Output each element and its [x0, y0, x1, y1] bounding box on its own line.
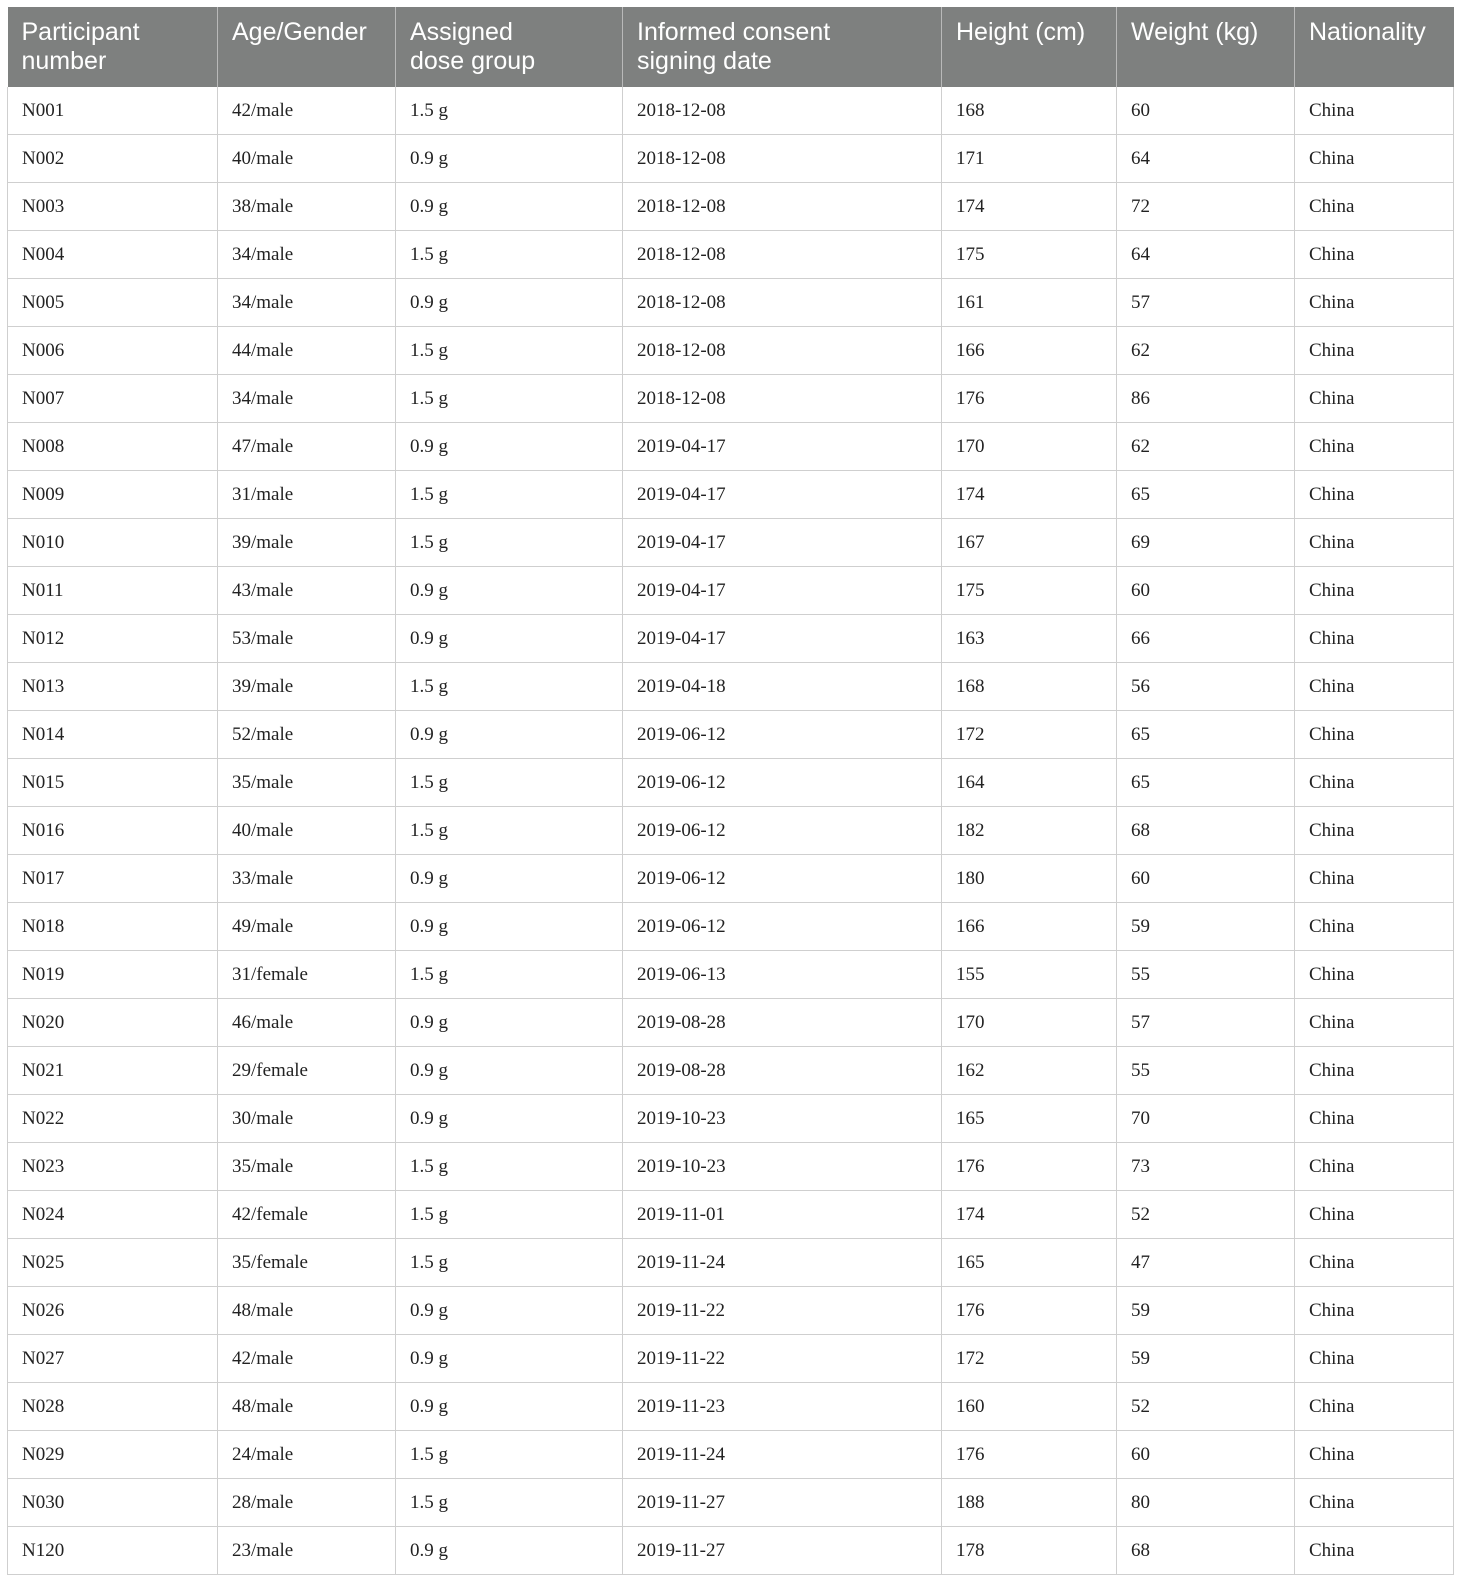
cell-nationality: China: [1295, 1335, 1454, 1383]
cell-age-gender: 34/male: [218, 375, 396, 423]
table-row: [8, 1335, 1454, 1383]
participant-table-container: [7, 7, 1453, 1575]
cell-dose-group: 1.5 g: [396, 759, 623, 807]
cell-dose-group: 0.9 g: [396, 711, 623, 759]
cell-nationality: China: [1295, 1095, 1454, 1143]
cell-consent-date: 2019-04-17: [623, 615, 942, 663]
table-row: [8, 807, 1454, 855]
cell-dose-group: 0.9 g: [396, 135, 623, 183]
cell-dose-group: 1.5 g: [396, 327, 623, 375]
cell-weight: 59: [1117, 1287, 1295, 1335]
cell-dose-group: 1.5 g: [396, 951, 623, 999]
cell-consent-date: 2018-12-08: [623, 231, 942, 279]
cell-age-gender: 24/male: [218, 1431, 396, 1479]
table-row: [8, 1287, 1454, 1335]
cell-consent-date: 2019-10-23: [623, 1143, 942, 1191]
cell-consent-date: 2019-04-17: [623, 519, 942, 567]
header-participant-number: Participant number: [8, 7, 218, 87]
cell-participant-number: N010: [8, 519, 218, 567]
cell-nationality: China: [1295, 183, 1454, 231]
cell-height: 160: [942, 1383, 1117, 1431]
cell-weight: 52: [1117, 1383, 1295, 1431]
table-row: [8, 1143, 1454, 1191]
cell-age-gender: 40/male: [218, 135, 396, 183]
cell-age-gender: 35/female: [218, 1239, 396, 1287]
cell-age-gender: 33/male: [218, 855, 396, 903]
cell-consent-date: 2019-11-23: [623, 1383, 942, 1431]
cell-weight: 60: [1117, 1431, 1295, 1479]
cell-participant-number: N002: [8, 135, 218, 183]
cell-consent-date: 2019-11-27: [623, 1527, 942, 1575]
cell-age-gender: 35/male: [218, 759, 396, 807]
cell-weight: 66: [1117, 615, 1295, 663]
cell-height: 180: [942, 855, 1117, 903]
cell-nationality: China: [1295, 951, 1454, 999]
cell-height: 174: [942, 1191, 1117, 1239]
cell-dose-group: 1.5 g: [396, 231, 623, 279]
cell-dose-group: 0.9 g: [396, 183, 623, 231]
cell-participant-number: N028: [8, 1383, 218, 1431]
cell-age-gender: 42/male: [218, 1335, 396, 1383]
cell-weight: 62: [1117, 423, 1295, 471]
cell-consent-date: 2019-11-22: [623, 1287, 942, 1335]
cell-height: 182: [942, 807, 1117, 855]
table-row: [8, 951, 1454, 999]
cell-participant-number: N004: [8, 231, 218, 279]
cell-height: 178: [942, 1527, 1117, 1575]
cell-dose-group: 0.9 g: [396, 903, 623, 951]
cell-consent-date: 2019-08-28: [623, 1047, 942, 1095]
cell-weight: 64: [1117, 135, 1295, 183]
cell-age-gender: 46/male: [218, 999, 396, 1047]
cell-nationality: China: [1295, 327, 1454, 375]
cell-participant-number: N120: [8, 1527, 218, 1575]
cell-weight: 62: [1117, 327, 1295, 375]
cell-height: 167: [942, 519, 1117, 567]
cell-participant-number: N023: [8, 1143, 218, 1191]
cell-weight: 55: [1117, 951, 1295, 999]
table-row: [8, 279, 1454, 327]
cell-consent-date: 2018-12-08: [623, 183, 942, 231]
cell-participant-number: N025: [8, 1239, 218, 1287]
cell-weight: 52: [1117, 1191, 1295, 1239]
table-row: [8, 567, 1454, 615]
header-assigned-dose-group: Assigned dose group: [396, 7, 623, 87]
cell-height: 176: [942, 1143, 1117, 1191]
cell-dose-group: 1.5 g: [396, 375, 623, 423]
cell-nationality: China: [1295, 1143, 1454, 1191]
cell-consent-date: 2019-06-12: [623, 903, 942, 951]
cell-nationality: China: [1295, 1431, 1454, 1479]
cell-participant-number: N030: [8, 1479, 218, 1527]
cell-weight: 55: [1117, 1047, 1295, 1095]
cell-nationality: China: [1295, 663, 1454, 711]
cell-dose-group: 1.5 g: [396, 663, 623, 711]
table-row: [8, 1479, 1454, 1527]
cell-weight: 60: [1117, 87, 1295, 135]
cell-dose-group: 0.9 g: [396, 1047, 623, 1095]
cell-participant-number: N015: [8, 759, 218, 807]
cell-height: 168: [942, 663, 1117, 711]
cell-participant-number: N029: [8, 1431, 218, 1479]
cell-weight: 47: [1117, 1239, 1295, 1287]
cell-participant-number: N013: [8, 663, 218, 711]
cell-age-gender: 31/male: [218, 471, 396, 519]
table-row: [8, 903, 1454, 951]
cell-nationality: China: [1295, 1047, 1454, 1095]
cell-height: 171: [942, 135, 1117, 183]
cell-participant-number: N011: [8, 567, 218, 615]
cell-weight: 57: [1117, 999, 1295, 1047]
cell-weight: 73: [1117, 1143, 1295, 1191]
cell-age-gender: 30/male: [218, 1095, 396, 1143]
cell-height: 174: [942, 183, 1117, 231]
cell-height: 162: [942, 1047, 1117, 1095]
cell-age-gender: 34/male: [218, 279, 396, 327]
cell-height: 170: [942, 423, 1117, 471]
cell-age-gender: 49/male: [218, 903, 396, 951]
cell-weight: 57: [1117, 279, 1295, 327]
cell-participant-number: N020: [8, 999, 218, 1047]
cell-height: 166: [942, 327, 1117, 375]
cell-height: 176: [942, 1287, 1117, 1335]
table-row: [8, 711, 1454, 759]
cell-consent-date: 2019-04-18: [623, 663, 942, 711]
cell-age-gender: 44/male: [218, 327, 396, 375]
cell-consent-date: 2019-06-12: [623, 807, 942, 855]
cell-dose-group: 1.5 g: [396, 1143, 623, 1191]
cell-weight: 86: [1117, 375, 1295, 423]
cell-weight: 59: [1117, 903, 1295, 951]
cell-consent-date: 2019-08-28: [623, 999, 942, 1047]
cell-dose-group: 1.5 g: [396, 1431, 623, 1479]
cell-dose-group: 0.9 g: [396, 615, 623, 663]
cell-weight: 60: [1117, 567, 1295, 615]
cell-height: 163: [942, 615, 1117, 663]
participant-table: [7, 7, 1454, 1575]
cell-participant-number: N021: [8, 1047, 218, 1095]
cell-age-gender: 23/male: [218, 1527, 396, 1575]
table-row: [8, 183, 1454, 231]
cell-age-gender: 34/male: [218, 231, 396, 279]
cell-nationality: China: [1295, 423, 1454, 471]
cell-consent-date: 2019-04-17: [623, 423, 942, 471]
cell-nationality: China: [1295, 999, 1454, 1047]
cell-age-gender: 52/male: [218, 711, 396, 759]
cell-participant-number: N017: [8, 855, 218, 903]
table-row: [8, 1383, 1454, 1431]
cell-weight: 64: [1117, 231, 1295, 279]
cell-dose-group: 0.9 g: [396, 423, 623, 471]
cell-height: 175: [942, 567, 1117, 615]
table-row: [8, 519, 1454, 567]
table-header: [8, 7, 1454, 87]
cell-consent-date: 2019-06-13: [623, 951, 942, 999]
cell-height: 188: [942, 1479, 1117, 1527]
cell-weight: 65: [1117, 711, 1295, 759]
cell-nationality: China: [1295, 471, 1454, 519]
cell-weight: 56: [1117, 663, 1295, 711]
cell-weight: 65: [1117, 759, 1295, 807]
table-row: [8, 1239, 1454, 1287]
cell-consent-date: 2018-12-08: [623, 375, 942, 423]
cell-consent-date: 2019-10-23: [623, 1095, 942, 1143]
cell-participant-number: N012: [8, 615, 218, 663]
cell-participant-number: N001: [8, 87, 218, 135]
cell-consent-date: 2018-12-08: [623, 279, 942, 327]
cell-weight: 80: [1117, 1479, 1295, 1527]
cell-participant-number: N019: [8, 951, 218, 999]
table-row: [8, 855, 1454, 903]
header-weight: Weight (kg): [1117, 7, 1295, 87]
cell-height: 175: [942, 231, 1117, 279]
cell-dose-group: 0.9 g: [396, 567, 623, 615]
cell-age-gender: 42/male: [218, 87, 396, 135]
cell-consent-date: 2019-11-24: [623, 1239, 942, 1287]
cell-nationality: China: [1295, 519, 1454, 567]
cell-nationality: China: [1295, 759, 1454, 807]
cell-dose-group: 0.9 g: [396, 1527, 623, 1575]
cell-dose-group: 0.9 g: [396, 855, 623, 903]
cell-participant-number: N018: [8, 903, 218, 951]
cell-dose-group: 0.9 g: [396, 279, 623, 327]
cell-age-gender: 40/male: [218, 807, 396, 855]
table-row: [8, 1527, 1454, 1575]
cell-age-gender: 47/male: [218, 423, 396, 471]
cell-age-gender: 35/male: [218, 1143, 396, 1191]
cell-participant-number: N009: [8, 471, 218, 519]
table-row: [8, 231, 1454, 279]
cell-nationality: China: [1295, 375, 1454, 423]
cell-dose-group: 1.5 g: [396, 1479, 623, 1527]
cell-height: 166: [942, 903, 1117, 951]
cell-dose-group: 1.5 g: [396, 807, 623, 855]
cell-height: 155: [942, 951, 1117, 999]
header-informed-consent-date: Informed consent signing date: [623, 7, 942, 87]
cell-participant-number: N008: [8, 423, 218, 471]
cell-nationality: China: [1295, 1527, 1454, 1575]
cell-nationality: China: [1295, 279, 1454, 327]
cell-nationality: China: [1295, 855, 1454, 903]
table-row: [8, 327, 1454, 375]
cell-participant-number: N003: [8, 183, 218, 231]
cell-consent-date: 2019-04-17: [623, 567, 942, 615]
cell-nationality: China: [1295, 135, 1454, 183]
table-row: [8, 1431, 1454, 1479]
cell-dose-group: 0.9 g: [396, 1383, 623, 1431]
cell-participant-number: N005: [8, 279, 218, 327]
cell-age-gender: 43/male: [218, 567, 396, 615]
table-row: [8, 375, 1454, 423]
table-body: [8, 87, 1454, 1575]
cell-consent-date: 2018-12-08: [623, 327, 942, 375]
cell-participant-number: N016: [8, 807, 218, 855]
cell-height: 176: [942, 1431, 1117, 1479]
cell-age-gender: 39/male: [218, 663, 396, 711]
cell-dose-group: 1.5 g: [396, 1239, 623, 1287]
cell-participant-number: N006: [8, 327, 218, 375]
cell-height: 164: [942, 759, 1117, 807]
cell-dose-group: 0.9 g: [396, 1335, 623, 1383]
cell-nationality: China: [1295, 1239, 1454, 1287]
cell-dose-group: 1.5 g: [396, 1191, 623, 1239]
cell-dose-group: 0.9 g: [396, 1287, 623, 1335]
cell-participant-number: N024: [8, 1191, 218, 1239]
cell-weight: 60: [1117, 855, 1295, 903]
cell-weight: 68: [1117, 1527, 1295, 1575]
cell-age-gender: 29/female: [218, 1047, 396, 1095]
cell-weight: 59: [1117, 1335, 1295, 1383]
header-age-gender: Age/Gender: [218, 7, 396, 87]
header-nationality: Nationality: [1295, 7, 1454, 87]
cell-age-gender: 53/male: [218, 615, 396, 663]
cell-age-gender: 28/male: [218, 1479, 396, 1527]
cell-age-gender: 42/female: [218, 1191, 396, 1239]
cell-dose-group: 1.5 g: [396, 471, 623, 519]
header-row: [8, 7, 1454, 87]
cell-dose-group: 1.5 g: [396, 87, 623, 135]
table-row: [8, 1191, 1454, 1239]
cell-consent-date: 2018-12-08: [623, 135, 942, 183]
cell-nationality: China: [1295, 1287, 1454, 1335]
cell-consent-date: 2019-06-12: [623, 759, 942, 807]
cell-participant-number: N026: [8, 1287, 218, 1335]
cell-weight: 70: [1117, 1095, 1295, 1143]
header-height: Height (cm): [942, 7, 1117, 87]
cell-dose-group: 1.5 g: [396, 519, 623, 567]
cell-consent-date: 2019-11-01: [623, 1191, 942, 1239]
cell-nationality: China: [1295, 807, 1454, 855]
cell-height: 172: [942, 711, 1117, 759]
cell-weight: 69: [1117, 519, 1295, 567]
cell-height: 176: [942, 375, 1117, 423]
table-row: [8, 759, 1454, 807]
cell-consent-date: 2019-06-12: [623, 855, 942, 903]
cell-weight: 65: [1117, 471, 1295, 519]
cell-height: 161: [942, 279, 1117, 327]
table-row: [8, 663, 1454, 711]
cell-participant-number: N007: [8, 375, 218, 423]
table-row: [8, 1095, 1454, 1143]
cell-consent-date: 2019-11-27: [623, 1479, 942, 1527]
table-row: [8, 471, 1454, 519]
cell-consent-date: 2019-06-12: [623, 711, 942, 759]
cell-height: 168: [942, 87, 1117, 135]
cell-participant-number: N022: [8, 1095, 218, 1143]
cell-nationality: China: [1295, 903, 1454, 951]
cell-nationality: China: [1295, 1191, 1454, 1239]
cell-consent-date: 2019-11-24: [623, 1431, 942, 1479]
cell-age-gender: 48/male: [218, 1287, 396, 1335]
cell-consent-date: 2018-12-08: [623, 87, 942, 135]
cell-nationality: China: [1295, 567, 1454, 615]
cell-participant-number: N027: [8, 1335, 218, 1383]
cell-dose-group: 0.9 g: [396, 1095, 623, 1143]
table-row: [8, 615, 1454, 663]
cell-consent-date: 2019-11-22: [623, 1335, 942, 1383]
cell-weight: 68: [1117, 807, 1295, 855]
cell-age-gender: 31/female: [218, 951, 396, 999]
cell-height: 172: [942, 1335, 1117, 1383]
cell-nationality: China: [1295, 87, 1454, 135]
cell-nationality: China: [1295, 711, 1454, 759]
cell-age-gender: 38/male: [218, 183, 396, 231]
cell-nationality: China: [1295, 1383, 1454, 1431]
cell-consent-date: 2019-04-17: [623, 471, 942, 519]
cell-participant-number: N014: [8, 711, 218, 759]
cell-nationality: China: [1295, 231, 1454, 279]
cell-dose-group: 0.9 g: [396, 999, 623, 1047]
cell-height: 170: [942, 999, 1117, 1047]
cell-age-gender: 39/male: [218, 519, 396, 567]
table-row: [8, 999, 1454, 1047]
table-row: [8, 87, 1454, 135]
table-row: [8, 135, 1454, 183]
cell-nationality: China: [1295, 615, 1454, 663]
cell-age-gender: 48/male: [218, 1383, 396, 1431]
cell-weight: 72: [1117, 183, 1295, 231]
cell-height: 165: [942, 1239, 1117, 1287]
table-row: [8, 423, 1454, 471]
cell-height: 165: [942, 1095, 1117, 1143]
table-row: [8, 1047, 1454, 1095]
cell-nationality: China: [1295, 1479, 1454, 1527]
cell-height: 174: [942, 471, 1117, 519]
